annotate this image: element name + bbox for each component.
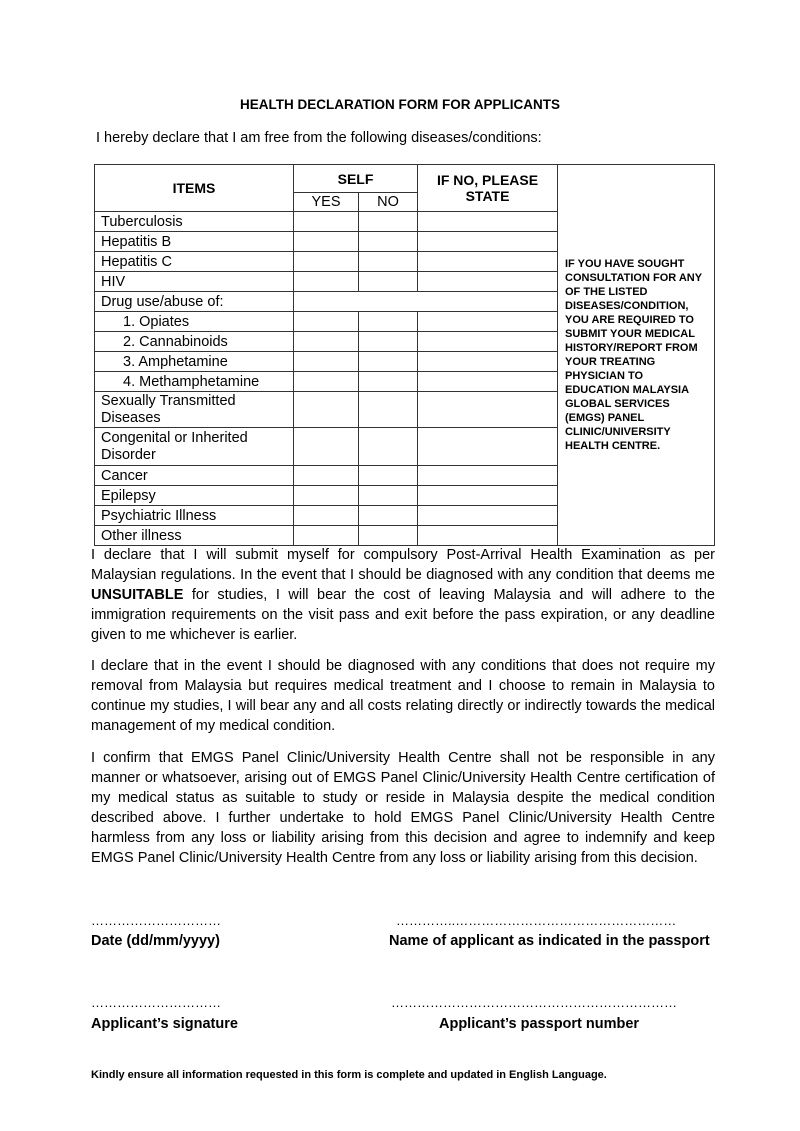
self-header: SELF xyxy=(294,165,418,193)
no-cell[interactable] xyxy=(359,486,418,506)
item-label: Psychiatric Illness xyxy=(95,506,294,526)
state-cell[interactable] xyxy=(418,486,558,506)
intro-text: I hereby declare that I am free from the following diseases/conditions: xyxy=(96,130,542,146)
name-label: Name of applicant as indicated in the passport xyxy=(389,933,710,949)
item-label: Tuberculosis xyxy=(95,212,294,232)
date-label: Date (dd/mm/yyyy) xyxy=(91,933,220,949)
yes-cell[interactable] xyxy=(294,506,359,526)
yes-cell[interactable] xyxy=(294,466,359,486)
no-header: NO xyxy=(359,193,418,212)
item-label: 2. Cannabinoids xyxy=(95,332,294,352)
no-cell[interactable] xyxy=(359,312,418,332)
form-title: HEALTH DECLARATION FORM FOR APPLICANTS xyxy=(240,97,560,112)
item-label: Drug use/abuse of: xyxy=(95,292,294,312)
item-label: 3. Amphetamine xyxy=(95,352,294,372)
state-cell[interactable] xyxy=(418,252,558,272)
item-label: Congenital or Inherited Disorder xyxy=(95,428,294,466)
name-dotted-line[interactable]: …………..…………………………………………… xyxy=(396,913,677,928)
item-label: Hepatitis C xyxy=(95,252,294,272)
item-label: 4. Methamphetamine xyxy=(95,372,294,392)
declaration-paragraph-1 xyxy=(91,545,715,645)
yes-cell[interactable] xyxy=(294,212,359,232)
passport-dotted-line[interactable]: ………………………………………………………… xyxy=(391,995,677,1010)
state-cell[interactable] xyxy=(418,506,558,526)
state-cell[interactable] xyxy=(418,392,558,428)
signature-label: Applicant’s signature xyxy=(91,1016,238,1032)
yes-cell[interactable] xyxy=(294,428,359,466)
state-cell[interactable] xyxy=(418,428,558,466)
declaration-paragraph-2: I declare that in the event I should be diagnosed with any conditions that does not require my removal from Malaysia but requires medical treatment and I choose to remain in Malaysia to continue my studies, I will bear any and all costs relating directly or indirectly towards the medical management of my medical condition. xyxy=(91,658,715,734)
item-label: Sexually Transmitted Diseases xyxy=(95,392,294,428)
no-cell[interactable] xyxy=(359,372,418,392)
item-label: HIV xyxy=(95,272,294,292)
yes-header: YES xyxy=(294,193,359,212)
state-cell[interactable] xyxy=(418,466,558,486)
yes-cell[interactable] xyxy=(294,392,359,428)
state-cell[interactable] xyxy=(418,312,558,332)
state-header: IF NO, PLEASE STATE xyxy=(418,165,558,212)
yes-cell[interactable] xyxy=(294,252,359,272)
state-cell[interactable] xyxy=(418,352,558,372)
footer-note: Kindly ensure all information requested in this form is complete and updated in English Language. xyxy=(91,1069,607,1081)
no-cell[interactable] xyxy=(359,506,418,526)
signature-dotted-line[interactable]: ………………………… xyxy=(91,995,221,1010)
no-cell[interactable] xyxy=(359,352,418,372)
unsuitable-emphasis: UNSUITABLE xyxy=(91,587,184,603)
state-cell[interactable] xyxy=(418,272,558,292)
declaration-paragraph-3: I confirm that EMGS Panel Clinic/University Health Centre shall not be responsible in any manner or whatsoever, arising out of EMGS Panel Clinic/University Health Centre certification of my medical status as suitable to study or reside in Malaysia despite the medical condition described above. I further undertake to hold EMGS Panel Clinic/University Health Centre harmless from any loss or liability arising from this decision and agree to indemnify and keep EMGS Panel Clinic/University Health Centre from any loss or liability arising from this decision. xyxy=(91,750,715,866)
yes-cell[interactable] xyxy=(294,352,359,372)
passport-label: Applicant’s passport number xyxy=(439,1016,640,1032)
item-label: Other illness xyxy=(95,526,294,546)
no-cell[interactable] xyxy=(359,252,418,272)
state-cell[interactable] xyxy=(418,526,558,546)
state-cell[interactable] xyxy=(418,332,558,352)
declaration-table xyxy=(94,164,715,546)
no-cell[interactable] xyxy=(359,332,418,352)
yes-cell[interactable] xyxy=(294,526,359,546)
item-label: Cancer xyxy=(95,466,294,486)
no-cell[interactable] xyxy=(359,272,418,292)
no-cell[interactable] xyxy=(359,232,418,252)
state-cell[interactable] xyxy=(418,372,558,392)
no-cell[interactable] xyxy=(359,466,418,486)
no-cell[interactable] xyxy=(359,428,418,466)
yes-cell[interactable] xyxy=(294,486,359,506)
medical-history-notice: IF YOU HAVE SOUGHT CONSULTATION FOR ANY OF THE LISTED DISEASES/CONDITION, YOU ARE REQUIRED TO SUBMIT YOUR MEDICAL HISTORY/REPORT FROM YOUR TREATING PHYSICIAN TO EDUCATION MALAYSIA GLOBAL SERVICES (EMGS) PANEL CLINIC/UNIVERSITY HEALTH CENTRE. xyxy=(558,165,715,546)
item-label: 1. Opiates xyxy=(95,312,294,332)
yes-cell[interactable] xyxy=(294,272,359,292)
yes-cell[interactable] xyxy=(294,232,359,252)
item-label: Epilepsy xyxy=(95,486,294,506)
no-cell[interactable] xyxy=(359,212,418,232)
yes-cell[interactable] xyxy=(294,372,359,392)
state-cell[interactable] xyxy=(418,212,558,232)
state-cell[interactable] xyxy=(418,232,558,252)
paragraph-1-after: for studies, I will bear the cost of leaving Malaysia and will adhere to the immigration requirements on the visit pass and exit before the pass expiration, or any deadline given to me whichever is earlier. xyxy=(91,587,715,643)
items-header: ITEMS xyxy=(95,165,294,212)
yes-cell[interactable] xyxy=(294,312,359,332)
item-label: Hepatitis B xyxy=(95,232,294,252)
drug-use-merged-cell xyxy=(294,292,558,312)
no-cell[interactable] xyxy=(359,526,418,546)
paragraph-1-before: I declare that I will submit myself for compulsory Post-Arrival Health Examination as per Malaysian regulations. In the event that I should be diagnosed with any condition that deems me xyxy=(91,547,715,583)
yes-cell[interactable] xyxy=(294,332,359,352)
date-dotted-line[interactable]: ………………………… xyxy=(91,913,221,928)
no-cell[interactable] xyxy=(359,392,418,428)
